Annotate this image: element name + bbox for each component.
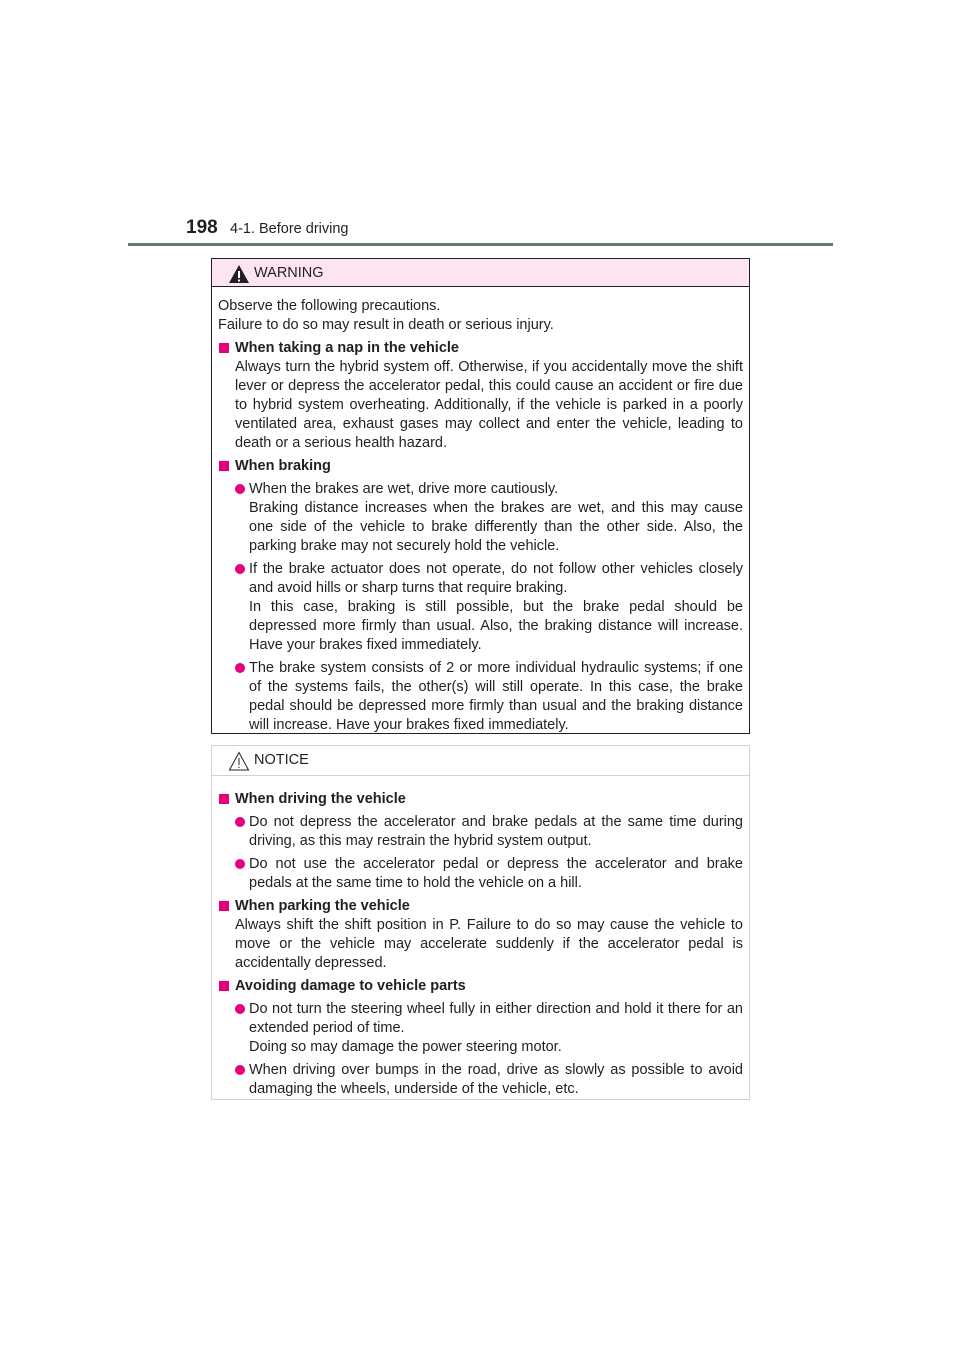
bullet-subtext: Braking distance increases when the brakes are wet, and this may cause one side of the vehicle to brake differently than the other side. Also, the parking brake may not securely hold the vehicle. (249, 500, 743, 554)
notice-box (211, 745, 750, 1100)
item-title-row (218, 897, 743, 916)
bullet-item (235, 1000, 743, 1057)
notice-body (212, 776, 749, 1099)
bullet-item (235, 480, 743, 556)
bullet-text: Do not use the accelerator pedal or depress the accelerator and brake pedals at the same time to hold the vehicle on a hill. (249, 856, 743, 891)
item-text: Always turn the hybrid system off. Otherwise, if you accidentally move the shift lever or depress the accelerator pedal, this could cause an accident or fire due to hybrid system overheating. Additionally, if the vehicle is parked in a poorly ventilated area, exhaust gases may collect and enter the vehicle, leading to death or a serious health hazard. (235, 359, 743, 451)
warning-intro-line: Failure to do so may result in death or serious injury. (218, 317, 554, 333)
item-title: Avoiding damage to vehicle parts (235, 978, 466, 994)
page-number: 198 (186, 217, 218, 238)
item-title: When braking (235, 458, 331, 474)
header-rule (128, 243, 833, 246)
page-header (186, 217, 832, 243)
section-title: 4-1. Before driving (230, 221, 349, 237)
square-bullet-icon (219, 981, 229, 991)
round-bullet-icon (235, 859, 245, 869)
warning-intro-line: Observe the following precautions. (218, 298, 441, 314)
bullet-text: If the brake actuator does not operate, do not follow other vehicles closely and avoid hills or sharp turns that require braking. (249, 561, 743, 596)
notice-title: NOTICE (254, 752, 309, 768)
round-bullet-icon (235, 1065, 245, 1075)
square-bullet-icon (219, 343, 229, 353)
bullet-text: The brake system consists of 2 or more individual hydraulic systems; if one of the systems fails, the other(s) will still operate. In this case, the brake pedal should be depressed more firmly than usual and the braking distance will increase. Have your brakes fixed immediately. (249, 660, 743, 733)
item-text: Always shift the shift position in P. Failure to do so may cause the vehicle to move or the vehicle may accelerate suddenly if the accelerator pedal is accidentally depressed. (235, 917, 743, 971)
bullet-text: When the brakes are wet, drive more cautiously. (249, 481, 559, 497)
warning-item-braking (218, 457, 743, 735)
bullet-text: When driving over bumps in the road, drive as slowly as possible to avoid damaging the wheels, underside of the vehicle, etc. (249, 1062, 743, 1097)
item-title-row (218, 977, 743, 996)
warning-box (211, 258, 750, 734)
bullet-item (235, 813, 743, 851)
square-bullet-icon (219, 461, 229, 471)
notice-item-driving (218, 790, 743, 893)
item-title: When parking the vehicle (235, 898, 410, 914)
notice-item-parts (218, 977, 743, 1099)
item-title: When driving the vehicle (235, 791, 406, 807)
item-title-row (218, 457, 743, 476)
item-title-row (218, 339, 743, 358)
bullet-item (235, 855, 743, 893)
bullet-text: Do not turn the steering wheel fully in either direction and hold it there for an extended period of time. (249, 1001, 743, 1036)
round-bullet-icon (235, 1004, 245, 1014)
bullet-subtext: Doing so may damage the power steering motor. (249, 1039, 562, 1055)
round-bullet-icon (235, 663, 245, 673)
warning-item-nap (218, 339, 743, 453)
item-title-row (218, 790, 743, 809)
notice-item-parking (218, 897, 743, 973)
bullet-text: Do not depress the accelerator and brake pedals at the same time during driving, as this may restrain the hybrid system output. (249, 814, 743, 849)
bullet-item (235, 560, 743, 655)
warning-triangle-icon (228, 264, 250, 284)
round-bullet-icon (235, 564, 245, 574)
warning-body (212, 287, 749, 735)
square-bullet-icon (219, 794, 229, 804)
item-title: When taking a nap in the vehicle (235, 340, 459, 356)
bullet-item (235, 1061, 743, 1099)
round-bullet-icon (235, 484, 245, 494)
notice-triangle-icon (228, 751, 250, 771)
square-bullet-icon (219, 901, 229, 911)
warning-title: WARNING (254, 265, 324, 281)
warning-header (212, 259, 749, 287)
notice-header (212, 746, 749, 776)
bullet-item (235, 659, 743, 735)
round-bullet-icon (235, 817, 245, 827)
bullet-subtext: In this case, braking is still possible, but the brake pedal should be depressed more firmly than usual. Also, the braking distance will increase. Have your brakes fixed immediately. (249, 599, 743, 653)
